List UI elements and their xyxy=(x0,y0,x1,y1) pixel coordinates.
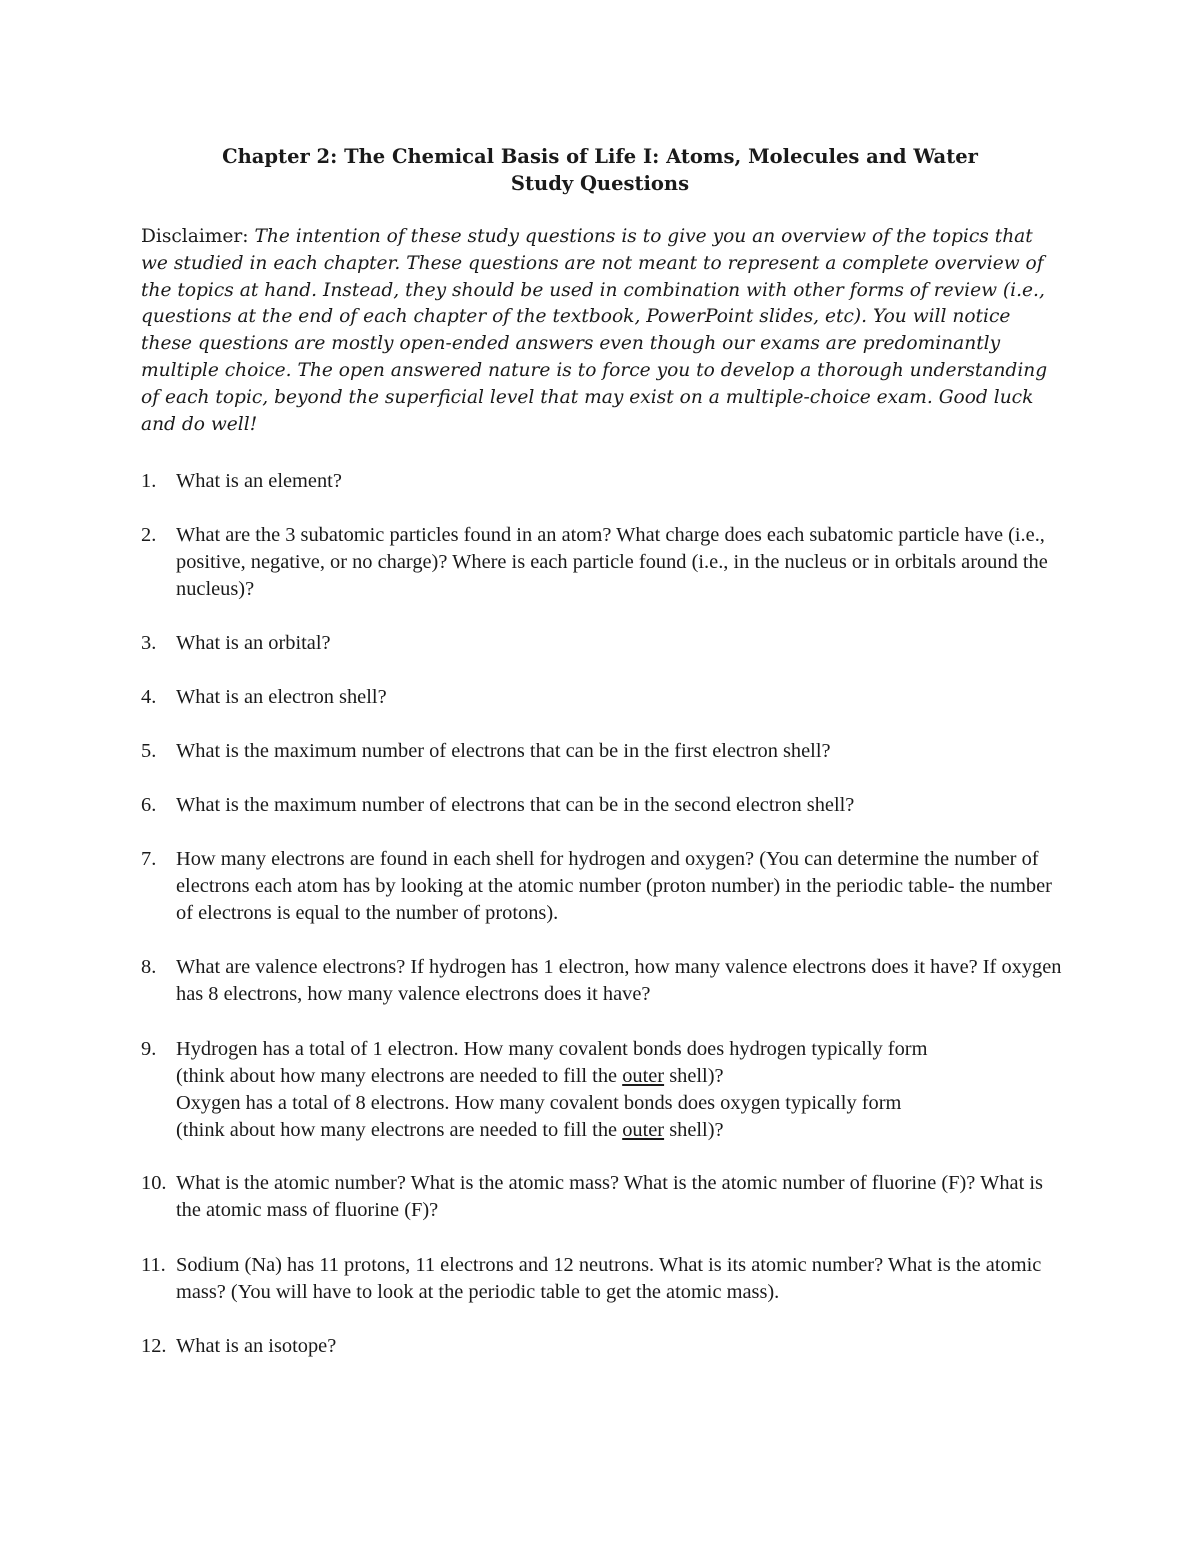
question-9-line-3: Oxygen has a total of 8 electrons. How many covalent bonds does oxygen typically form xyxy=(176,1092,902,1114)
disclaimer-text: The intention of these study questions is to give you an overview of the topics that we studied in each chapter. These questions are not meant to represent a complete overview of the topics at hand. Instead, they should be used in combination with other forms of review (i.e., questions at the end of each chapter of the textbook, PowerPoint slides, etc). You will notice these questions are mostly open-ended answers even though our exams are predominantly multiple choice. The open answered nature is to force you to develop a thorough understanding of each topic, beyond the superficial level that may exist on a multiple-choice exam. Good luck and do well! xyxy=(141,226,1048,435)
question-9-line-4b: shell)? xyxy=(664,1119,724,1141)
question-5 xyxy=(141,738,1071,765)
underlined-word: outer xyxy=(622,1119,665,1141)
question-text: Sodium (Na) has 11 protons, 11 electrons and 12 neutrons. What is its atomic number? What is the atomic mass? (You will have to look at the periodic table to get the atomic mass). xyxy=(176,1254,1042,1303)
question-number: 2. xyxy=(141,524,157,546)
question-3 xyxy=(141,630,1071,657)
disclaimer-label: Disclaimer: xyxy=(141,226,255,247)
question-text: What are the 3 subatomic particles found in an atom? What charge does each subatomic particle have (i.e., positive, negative, or no charge)? Where is each particle found (i.e., in the nucleus or in orbitals around the nucleus)? xyxy=(176,524,1048,600)
question-number: 10. xyxy=(141,1172,167,1194)
question-number: 5. xyxy=(141,740,157,762)
question-text: What is an isotope? xyxy=(176,1335,337,1357)
question-12 xyxy=(141,1333,1071,1360)
question-9-line-2b: shell)? xyxy=(664,1065,724,1087)
question-number: 11. xyxy=(141,1254,166,1276)
question-11 xyxy=(141,1252,1071,1306)
question-text: What is an electron shell? xyxy=(176,686,387,708)
question-text: What is the atomic number? What is the atomic mass? What is the atomic number of fluorine (F)? What is the atomic mass of fluorine (F)? xyxy=(176,1172,1043,1221)
question-9-line-4a: (think about how many electrons are needed to fill the xyxy=(176,1119,623,1141)
question-number: 1. xyxy=(141,470,157,492)
question-text: What is the maximum number of electrons that can be in the first electron shell? xyxy=(176,740,831,762)
question-text: What is an element? xyxy=(176,470,342,492)
question-6 xyxy=(141,792,1071,819)
question-9 xyxy=(141,1036,1071,1144)
question-text: What is the maximum number of electrons that can be in the second electron shell? xyxy=(176,794,855,816)
question-number: 4. xyxy=(141,686,157,708)
question-text: What is an orbital? xyxy=(176,632,331,654)
question-2 xyxy=(141,522,1071,603)
question-text: What are valence electrons? If hydrogen has 1 electron, how many valence electrons does it have? If oxygen has 8 electrons, how many valence electrons does it have? xyxy=(176,956,1062,1005)
question-8 xyxy=(141,954,1071,1008)
question-7 xyxy=(141,846,1071,927)
question-10 xyxy=(141,1170,1071,1224)
question-number: 9. xyxy=(141,1038,157,1060)
title-line-1: Chapter 2: The Chemical Basis of Life I: Atoms, Molecules and Water xyxy=(222,145,978,168)
question-number: 6. xyxy=(141,794,157,816)
question-number: 3. xyxy=(141,632,157,654)
question-text xyxy=(176,1036,1071,1144)
question-9-line-1: Hydrogen has a total of 1 electron. How many covalent bonds does hydrogen typically form xyxy=(176,1038,928,1060)
title-line-2: Study Questions xyxy=(510,172,690,195)
question-9-line-2a: (think about how many electrons are needed to fill the xyxy=(176,1065,623,1087)
question-number: 12. xyxy=(141,1335,167,1357)
underlined-word: outer xyxy=(622,1065,665,1087)
disclaimer-paragraph xyxy=(141,224,1053,438)
question-number: 7. xyxy=(141,848,157,870)
document-title xyxy=(0,143,1200,197)
question-1 xyxy=(141,468,1071,495)
question-number: 8. xyxy=(141,956,157,978)
question-text: How many electrons are found in each shell for hydrogen and oxygen? (You can determine the number of electrons each atom has by looking at the atomic number (proton number) in the periodic table- the number of electrons is equal to the number of protons). xyxy=(176,848,1052,924)
question-4 xyxy=(141,684,1071,711)
